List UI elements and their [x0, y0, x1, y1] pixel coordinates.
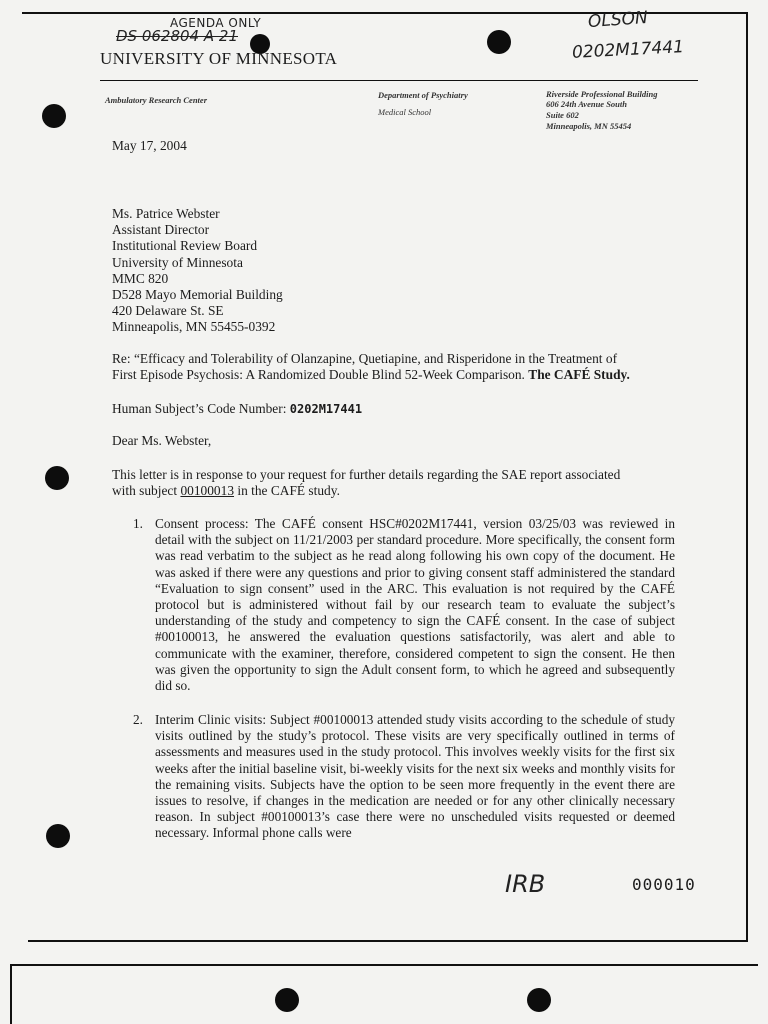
list-item-number: 1. — [133, 516, 143, 531]
recipient-line: MMC 820 — [112, 270, 169, 286]
recipient-line: 420 Delaware St. SE — [112, 303, 224, 319]
study-short-name: The CAFÉ Study. — [528, 367, 630, 383]
next-page-left-edge — [10, 964, 12, 1024]
list-item-text: Interim Clinic visits: Subject #00100013 attended study visits according to the schedule of study visits outlined by the study’s protocol. These visits are very specifically outlined in terms of assessments and measures used in the study protocol. This involves weekly visits for the first six weeks after the initial baseline visit, bi-weekly visits for the next six weeks and monthly visits for the remaining visits. Subjects have the option to be seen more frequently in the event there are issues to resolve, if changes in the medication are needed or for any other clinically necessary reason. In subject #00100013’s case there were no unscheduled visits requested or deemed necessary. Informal phone calls were — [155, 712, 675, 841]
ambulatory-research-center: Ambulatory Research Center — [105, 95, 208, 105]
recipient-line: Institutional Review Board — [112, 238, 258, 254]
recipient-line: Ms. Patrice Webster — [112, 206, 220, 221]
department-line: Department of Psychiatry — [378, 90, 468, 100]
hole-punch — [275, 988, 299, 1012]
list-item-text: Consent process: The CAFÉ consent HSC#0202M17441, version 03/25/03 was reviewed in detail with the subject on 11/21/2003 per standard procedure. More specifically, the consent form was read verbatim to the subject as he read along following his own copy of the document. He was asked if there were any questions and prior to giving consent staff administered the standard “Evaluation to sign consent” used in the ARC. This evaluation is not required by the CAFÉ protocol but is administered without fail by our research team to evaluate the subject’s understanding of the study and competency to sign the CAFÉ consent. In the case of subject #00100013, he answered the evaluation questions satisfactorily, was alert and able to communicate with the examiner, therefore, considered competent to sign the consent. He then was given the opportunity to sign the Adult consent form, to which he agreed and subsequently did so. — [155, 516, 675, 694]
salutation: Dear Ms. Webster, — [112, 433, 212, 448]
bottom-border-line — [28, 940, 748, 942]
intro-line-2: with subject 00100013 in the CAFÉ study. — [112, 483, 340, 499]
hsc-number-line — [112, 401, 362, 417]
hole-punch — [46, 824, 70, 848]
recipient-line: D528 Mayo Memorial Building — [112, 287, 283, 303]
letterhead-rule — [100, 80, 698, 81]
address-suite: Suite 602 — [546, 110, 579, 120]
agenda-stamp: AGENDA ONLY — [170, 16, 262, 30]
handwritten-olson: OLSON — [587, 7, 649, 33]
letter-date: May 17, 2004 — [112, 138, 187, 153]
recipient-line: Minneapolis, MN 55455-0392 — [112, 319, 276, 335]
address-city: Minneapolis, MN 55454 — [546, 121, 632, 131]
recipient-line: University of Minnesota — [112, 254, 243, 270]
right-border-line — [746, 12, 748, 942]
handwritten-irb: IRB — [505, 870, 546, 898]
hsc-label: Human Subject’s Code Number: — [112, 401, 287, 416]
hsc-value: 0202M17441 — [289, 402, 363, 416]
handwritten-study-code: 0202M17441 — [571, 37, 685, 63]
university-name: UNIVERSITY OF MINNESOTA — [100, 49, 338, 68]
study-title-end: First Episode Psychosis: A Randomized Double Blind 52-Week Comparison. — [112, 367, 525, 383]
subject-line-1: Re: “Efficacy and Tolerability of Olanzapine, Quetiapine, and Risperidone in the Treatment of — [112, 351, 618, 366]
list-item-interim-visits — [133, 712, 678, 852]
subject-line — [112, 351, 702, 383]
recipient-block — [112, 206, 283, 336]
subject-line-2 — [112, 367, 702, 383]
address-building: Riverside Professional Building — [546, 89, 658, 99]
hole-punch — [45, 466, 69, 490]
list-item-number: 2. — [133, 712, 143, 727]
handwritten-ds-code: DS 062804 A 21 — [116, 27, 238, 45]
hole-punch — [487, 30, 511, 54]
hole-punch — [527, 988, 551, 1012]
subject-id-underlined: 00100013 — [180, 483, 235, 499]
intro-paragraph — [112, 467, 712, 499]
next-page-edge — [10, 964, 758, 966]
intro-line-1: This letter is in response to your request for further details regarding the SAE report associated — [112, 467, 621, 482]
list-item-consent-process — [133, 516, 678, 696]
page-number-stamp: 000010 — [632, 875, 696, 894]
recipient-line: Assistant Director — [112, 222, 210, 238]
address-street: 606 24th Avenue South — [546, 99, 628, 109]
hole-punch — [42, 104, 66, 128]
medical-school-line: Medical School — [378, 107, 432, 117]
